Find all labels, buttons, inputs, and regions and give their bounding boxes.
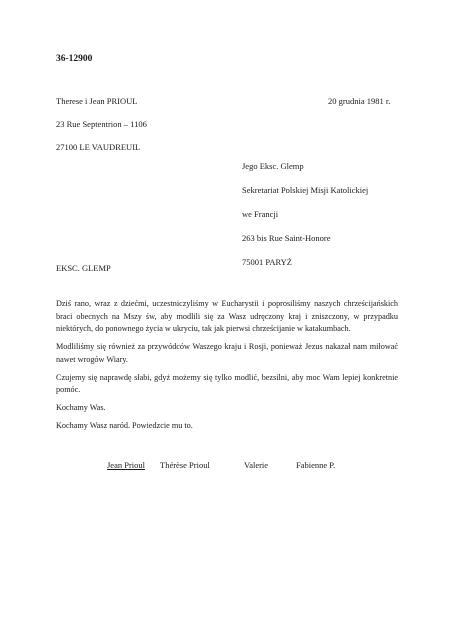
- signature-fabienne: Fabienne P.: [296, 460, 336, 470]
- signature-jean: Jean Prioul: [107, 460, 146, 470]
- letter-date: 20 grudnia 1981 r.: [328, 96, 391, 106]
- sender-street: 23 Rue Septentrion – 1106: [56, 119, 147, 129]
- salutation: EKSC. GLEMP: [56, 263, 111, 273]
- paragraph-1: Dziś rano, wraz z dziećmi, uczestniczyliśmy w Eucharystii i poprosiliśmy naszych chrześcijańskich braci obecnych na Mszy św, aby modlili się za Wasz udręczony kraj i zniszczony, w przypadku niektórych, do ponownego życia w ukryciu, tak jak pierwsi chrześcijanie w katakumbach.: [56, 299, 398, 333]
- recipient-line-2: Sekretariat Polskiej Misji Katolickiej: [242, 185, 369, 195]
- paragraph-5: Kochamy Wasz naród. Powiedzcie mu to.: [56, 421, 193, 430]
- recipient-line-5: 75001 PARYŻ: [242, 257, 292, 267]
- sender-address: [56, 90, 147, 159]
- signature-valerie: Valerie: [244, 460, 269, 470]
- recipient-line-1: Jego Eksc. Glemp: [242, 161, 304, 171]
- letter-body: [56, 298, 398, 438]
- signature-therese: Thérèse Prioul: [160, 460, 210, 470]
- sender-name: Therese i Jean PRIOUL: [56, 96, 138, 106]
- recipient-line-3: we Francji: [242, 209, 279, 219]
- paragraph-4: Kochamy Was.: [56, 403, 106, 412]
- paragraph-3: Czujemy się naprawdę słabi, gdyż możemy się tylko modlić, bezsilni, aby moc Wam lepiej konkretnie pomóc.: [56, 372, 398, 394]
- paragraph-2: Modliliśmy się również za przywódców Waszego kraju i Rosji, ponieważ Jezus nakazał nam miłować nawet wrogów Wiary.: [56, 342, 398, 364]
- reference-number: 36-12900: [56, 54, 93, 64]
- recipient-address: [242, 154, 368, 274]
- recipient-line-4: 263 bis Rue Saint-Honore: [242, 233, 331, 243]
- sender-city: 27100 LE VAUDREUIL: [56, 142, 141, 152]
